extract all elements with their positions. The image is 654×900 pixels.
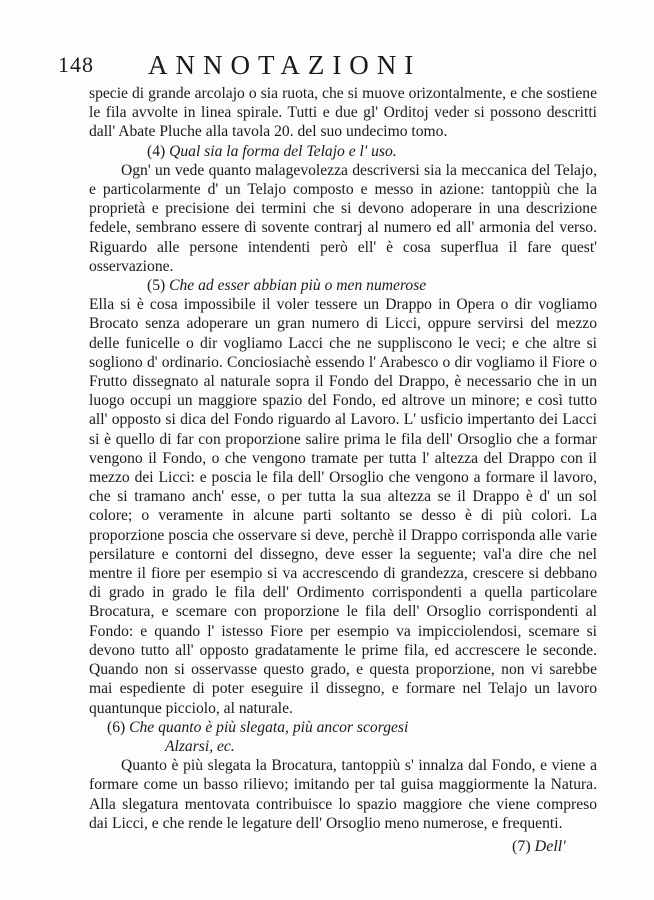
catchword	[512, 838, 566, 856]
paragraph-note-5: Ella si è cosa impossibile il voler tessere un Drappo in Opera o dir vogliamo Brocato senza adoperare un gran numero di Licci, oppure servirsi del mezzo delle funicelle o dir vogliamo Lacci che ne suppliscono le veci; e che altre si sogliono d' ordinario. Conciosiachè essendo l' Arabesco o dir vogliamo il Fiore o Frutto dissegnato al naturale sopra il Fondo del Drappo, è necessario che in un luogo occupi un maggiore spazio del Fondo, ed altrove un minore; e così tutto all' opposto si dica del Fondo riguardo al Lavoro. L' usficio impertanto dei Lacci si è quello di far con proporzione salire prima le fila dell' Orsoglio che a formar vengono il Fondo, o che vengono tramate per tutta l' altezza del Drappo con il mezzo dei Licci: e poscia le fila dell' Orsoglio che vengono a formare il lavoro, che si tramano anch' esse, o per tutta la sua altezza se il Drappo è d' un sol colore; o veramente in alcune parti soltanto se desso è di più colori. La proporzione poscia che osservare si deve, perchè il Drappo corrisponda alle varie persilature e contorni del dissegno, deve esser la seguente; val'a dire che nel mentre il fiore per esempio si va accrescendo di grandezza, crescere si debbano di grado in grado le fila dell' Ordimento corrispondenti a quella particolare Brocatura, e scemare con proporzione le fila dell' Orsoglio corrispondenti al Fondo: e quando l' istesso Fiore per esempio va impicciolendosi, scemare si devono tutto all' opposto gradatamente le prime fila, ed accrescere le seconde. Quando non si osservasse questo grado, e questa proporzione, non vi sarebbe mai espediente di poter eseguire il dissegno, e formare nel Telajo un lavoro quantunque picciolo, al naturale.	[89, 296, 597, 717]
note-heading-4	[89, 142, 597, 161]
page-header	[58, 50, 598, 82]
catchword-text: Dell'	[534, 838, 566, 855]
page-number: 148	[58, 52, 94, 77]
catchword-note-number: (7)	[512, 838, 531, 855]
annotations-body	[89, 84, 597, 833]
paragraph-note-6: Quanto è più slegata la Brocatura, tantoppiù s' innalza dal Fondo, e viene a formare come un basso rilievo; imitando per tal guisa maggiormente la Natura. Alla slegatura mentovata contribuisce lo spazio maggiore che viene compreso dai Licci, e che rende le legature dell' Orsoglio meno numerose, e frequenti.	[89, 757, 597, 832]
note-title: Qual sia la forma del Telajo e l' uso.	[169, 142, 397, 160]
note-number: (5)	[147, 277, 166, 295]
note-number: (4)	[147, 142, 166, 160]
note-title: Che quanto è più slegata, più ancor scorgesi	[129, 718, 409, 736]
paragraph-note-4: Ogn' un vede quanto malagevolezza descriversi sia la meccanica del Telajo, e particolarmente d' un Telajo composto e messo in azione: tantoppiù che la proprietà e precisione dei termini che si devono adoperare in una descrizione fedele, sembrano essere di sovente contrarj al numero ed all' armonia del verso. Riguardo alle persone intendenti però ell' è cosa superflua il fare quest' osservazione.	[89, 161, 597, 275]
running-title: ANNOTAZIONI	[148, 50, 422, 80]
note-heading-6	[89, 718, 597, 756]
paragraph-continuation: specie di grande arcolajo o sia ruota, che si muove orizontalmente, e che sostiene le fila avvolte in linea spirale. Tutti e due gl' Orditoj veder si possono descritti dall' Abate Pluche alla tavola 20. del suo undecimo tomo.	[89, 85, 597, 141]
note-title: Che ad esser abbian più o men numerose	[169, 277, 427, 295]
note-heading-5	[89, 276, 597, 295]
note-number: (6)	[107, 718, 126, 736]
note-title-continuation: Alzarsi, ec.	[165, 737, 235, 755]
